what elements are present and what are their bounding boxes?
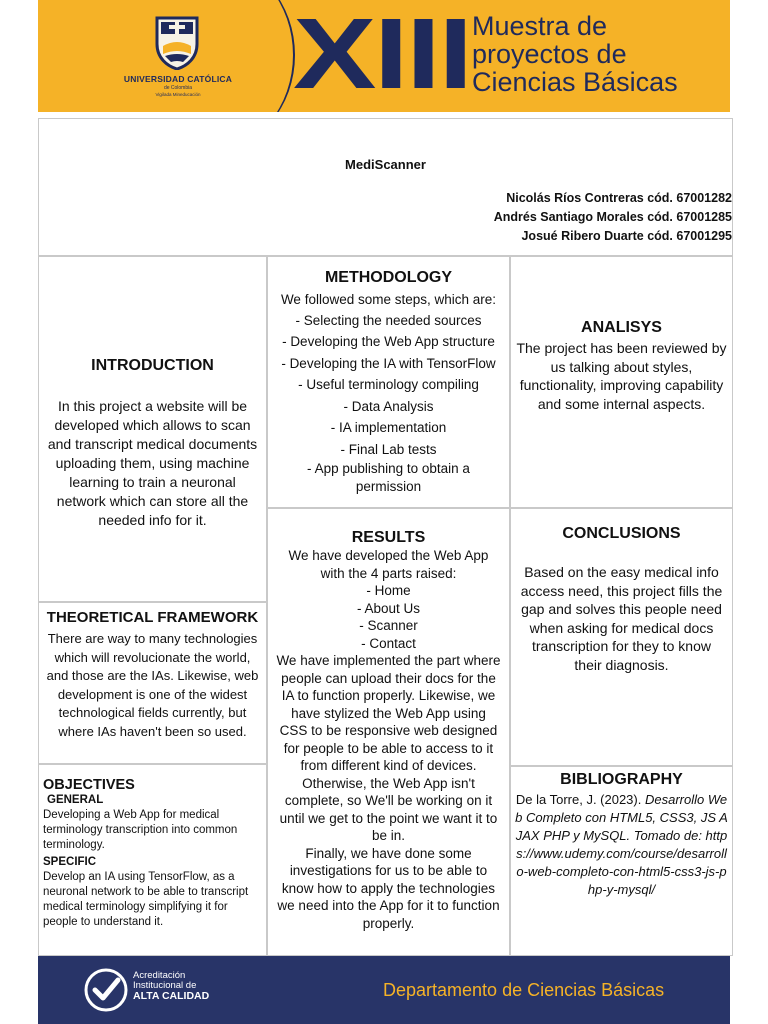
bibliography-title: Desarrollo Web Completo con HTML5, CSS3, JS AJAX PHP y MySQL. Tomado de: https://www.udemy.com/course/desarrollo-web-completo-con-html5-css3-js-php-y-mysql/ <box>515 792 728 897</box>
list-item: - Useful terminology compiling <box>268 374 509 396</box>
methodology-heading: METHODOLOGY <box>324 269 453 286</box>
methodology-steps <box>268 310 509 497</box>
list-item: - About Us <box>268 600 509 618</box>
event-title <box>472 12 678 96</box>
author-item: Nicolás Ríos Contreras cód. 67001282 <box>506 191 732 205</box>
analisys-section <box>510 256 733 508</box>
header-arc-decoration <box>213 0 295 112</box>
event-title-line1: Muestra de <box>472 11 608 41</box>
bibliography-heading: BIBLIOGRAPHY <box>560 771 683 788</box>
list-item: - Home <box>268 582 509 600</box>
accreditation-line1: Acreditación <box>133 970 186 981</box>
edition-numeral: XIII <box>293 0 471 110</box>
results-heading: RESULTS <box>351 529 426 546</box>
results-body-2: Finally, we have done some investigations for us to be able to know how to apply the technologies we need into the App for it to function properly. <box>277 845 500 931</box>
accreditation-label <box>133 971 209 1001</box>
list-item: - Final Lab tests <box>268 439 509 461</box>
event-title-line2: proyectos de <box>472 39 627 69</box>
bibliography-author: De la Torre, J. (2023). <box>515 792 642 807</box>
conclusions-section <box>510 508 733 766</box>
objectives-section <box>38 764 267 956</box>
author-list <box>494 189 732 246</box>
bibliography-section <box>510 766 733 956</box>
results-section <box>267 508 510 956</box>
introduction-heading: INTRODUCTION <box>91 357 214 374</box>
department-name: Departamento de Ciencias Básicas <box>383 980 665 1000</box>
methodology-intro: We followed some steps, which are: <box>280 292 497 307</box>
bibliography-reference <box>513 791 730 899</box>
list-item: - Selecting the needed sources <box>268 310 509 332</box>
conclusions-heading: CONCLUSIONS <box>562 525 681 542</box>
theoretical-framework-section <box>38 602 267 764</box>
university-subtitle: de Colombia <box>163 85 193 91</box>
author-item: Josué Ribero Duarte cód. 67001295 <box>521 229 732 243</box>
introduction-body: In this project a website will be developed which allows to scan and transcript medical documents uploading them, using machine learning to train a neuronal network which can store all the needed info for it. <box>47 398 258 528</box>
university-vigilada: Vigilada Mineducación <box>155 92 201 97</box>
poster-footer <box>38 956 730 1024</box>
university-name-part1: UNIVERSIDAD <box>123 74 185 84</box>
project-title: MediScanner <box>345 157 426 172</box>
accreditation-line3: ALTA CALIDAD <box>133 990 210 1002</box>
university-crest-icon <box>153 14 201 70</box>
list-item: - Developing the IA with TensorFlow <box>268 353 509 375</box>
list-item: - Data Analysis <box>268 396 509 418</box>
objectives-heading: OBJECTIVES <box>43 777 135 793</box>
list-item: - Contact <box>268 635 509 653</box>
list-item: - Scanner <box>268 617 509 635</box>
list-item: - App publishing to obtain a permission <box>268 460 509 496</box>
analisys-heading: ANALISYS <box>581 319 662 336</box>
university-name-part2: CATÓLICA <box>187 74 233 84</box>
event-title-line3: Ciencias Básicas <box>472 67 678 97</box>
list-item: - Developing the Web App structure <box>268 331 509 353</box>
project-title-box <box>38 118 733 256</box>
analisys-body: The project has been reviewed by us talking about styles, functionality, improving capability and some internal aspects. <box>516 340 727 412</box>
poster-header <box>38 0 730 112</box>
objectives-general-text: Developing a Web App for medical terminology transcription into common terminology. <box>43 809 238 851</box>
methodology-section <box>267 256 510 508</box>
theoretical-body: There are way to many technologies which will revolucionate the world, and those are the IAs. Likewise, web development is one of the widest technological fields currently, but where IAs haven't been so used. <box>46 631 259 739</box>
introduction-section <box>38 256 267 602</box>
accreditation-line2: Institucional de <box>133 980 197 991</box>
author-item: Andrés Santiago Morales cód. 67001285 <box>493 210 732 224</box>
objectives-general-label: GENERAL <box>47 794 104 806</box>
objectives-specific-text: Develop an IA using TensorFlow, as a neuronal network to be able to transcript medical terminology simplifying it for people to understand it. <box>43 871 249 928</box>
accreditation-check-icon <box>82 966 130 1014</box>
objectives-specific-label: SPECIFIC <box>43 856 97 868</box>
conclusions-body: Based on the easy medical info access need, this project fills the gap and solves this people need when asking for medical docs transcription for they to know their diagnosis. <box>520 564 723 673</box>
theoretical-heading: THEORETICAL FRAMEWORK <box>46 609 259 626</box>
list-item: - IA implementation <box>268 417 509 439</box>
results-intro: We have developed the Web App with the 4 parts raised: <box>288 548 489 581</box>
results-parts <box>268 582 509 652</box>
results-body-1: We have implemented the part where people can upload their docs for the IA to function properly. Likewise, we have stylized the Web App using CSS to be responsive web designed for people to be able to access to it from different kind of devices. Otherwise, the Web App isn't complete, so We'll be working on it until we get to the point we want it to be in. <box>276 653 501 843</box>
